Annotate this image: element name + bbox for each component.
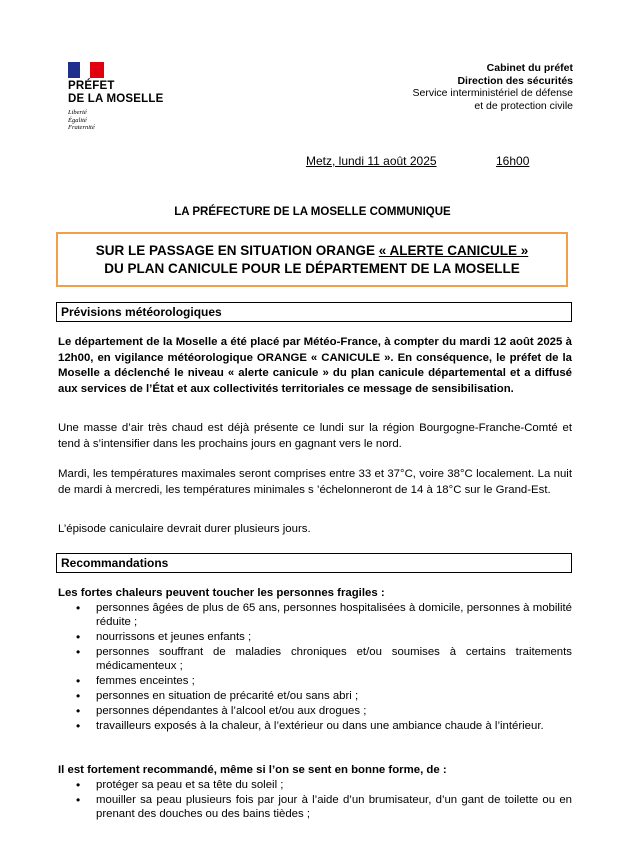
motto-fraternite: Fraternité	[68, 124, 95, 131]
list-item: • personnes souffrant de maladies chroniques et/ou soumises à certains traitements médicamenteux ;	[58, 645, 572, 673]
motto-egalite: Égalité	[68, 116, 87, 124]
headline-line2: DU PLAN CANICULE POUR LE DÉPARTEMENT DE LA MOSELLE	[104, 261, 520, 276]
section-previsions-title: Prévisions météorologiques	[56, 302, 572, 322]
republic-motto	[68, 109, 163, 132]
logo-title-line1: PRÉFET	[68, 80, 115, 92]
office-cabinet: Cabinet du préfet	[486, 62, 573, 74]
list-item: • nourrissons et jeunes enfants ;	[58, 630, 572, 644]
headline-box	[56, 232, 568, 287]
fragiles-intro: Les fortes chaleurs peuvent toucher les personnes fragiles :	[58, 587, 385, 599]
office-direction: Direction des sécurités	[457, 74, 573, 87]
prefecture-logo	[68, 62, 163, 132]
previsions-paragraph-3: Mardi, les températures maximales seront comprises entre 33 et 37°C, voire 38°C localement. La nuit de mardi à mercredi, les températures minimales s ’échelonneront de 14 à 18°C sur le Grand-Est.	[58, 468, 572, 496]
office-service-line1: Service interministériel de défense	[412, 87, 573, 99]
list-item: • femmes enceintes ;	[58, 674, 572, 688]
office-service-line2: et de protection civile	[474, 99, 573, 112]
list-item: • mouiller sa peau plusieurs fois par jour à l’aide d’un brumisateur, d’un gant de toilette ou en prenant des douches ou des bains tièdes ;	[58, 793, 572, 821]
section-recommandations-title: Recommandations	[56, 553, 572, 573]
previsions-paragraph-2: Une masse d’air très chaud est déjà présente ce lundi sur la région Bourgogne-Franche-Comté et tend à s’intensifier dans les prochains jours en gagnant vers le nord.	[58, 422, 572, 450]
issuing-office	[413, 62, 574, 112]
logo-title-line2: DE LA MOSELLE	[68, 93, 164, 105]
logo-title	[68, 80, 163, 106]
fragiles-list	[58, 601, 572, 734]
previsions-paragraph-1: Le département de la Moselle a été placé par Météo-France, à compter du mardi 12 août 2025 à 12h00, en vigilance météorologique ORANGE « CANICULE ». En conséquence, le préfet de la Moselle a déclenché le niveau « alerte canicule » du plan canicule départemental et a diffusé aux services de l’État et aux collectivités territoriales ce message de sensibilisation.	[58, 336, 572, 395]
communique-heading: LA PRÉFECTURE DE LA MOSELLE COMMUNIQUE	[174, 206, 451, 218]
list-item: • protéger sa peau et sa tête du soleil ;	[58, 778, 572, 792]
headline-line1	[58, 242, 566, 260]
previsions-paragraph-4: L’épisode caniculaire devrait durer plusieurs jours.	[58, 523, 311, 535]
marianne-flag-icon	[68, 62, 104, 78]
list-item: • travailleurs exposés à la chaleur, à l’extérieur ou dans une ambiance chaude à l’intérieur.	[58, 719, 572, 733]
motto-liberte: Liberté	[68, 109, 87, 116]
headline-prefix: SUR LE PASSAGE EN SITUATION ORANGE	[95, 243, 379, 258]
dateline	[306, 154, 530, 168]
list-item: • personnes en situation de précarité et/ou sans abri ;	[58, 689, 572, 703]
list-item: • personnes âgées de plus de 65 ans, personnes hospitalisées à domicile, personnes à mobilité réduite ;	[58, 601, 572, 629]
place-date: Metz, lundi 11 août 2025	[306, 154, 437, 168]
headline-alert: « ALERTE CANICULE »	[378, 243, 529, 258]
conseils-intro: Il est fortement recommandé, même si l’on se sent en bonne forme, de :	[58, 764, 447, 776]
release-time: 16h00	[496, 154, 530, 168]
conseils-list	[58, 778, 572, 822]
list-item: • personnes dépendantes à l’alcool et/ou aux drogues ;	[58, 704, 572, 718]
